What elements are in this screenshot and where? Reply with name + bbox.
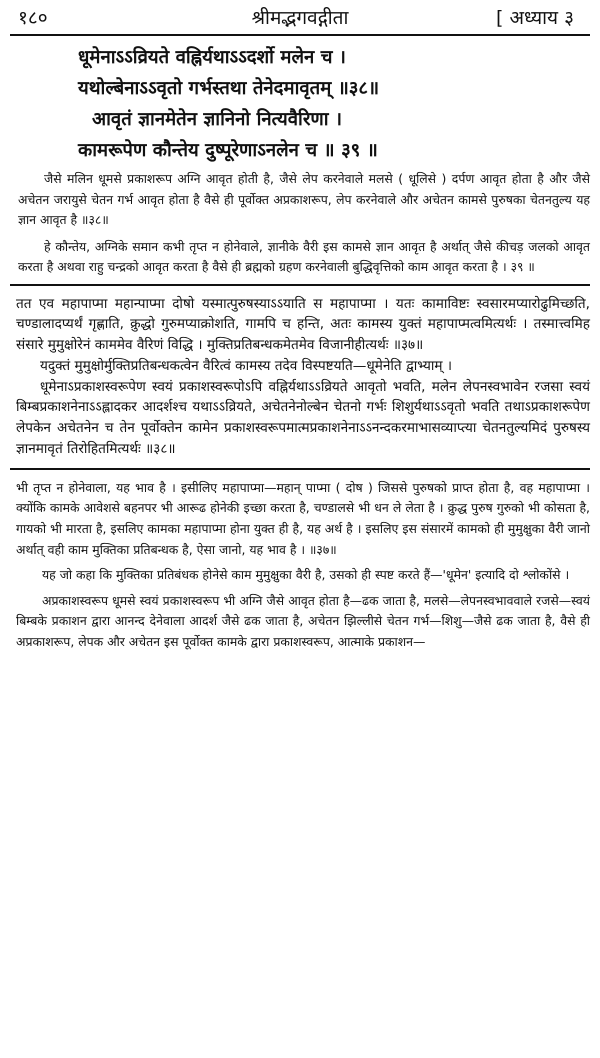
commentary-paragraph: यदुक्तं मुमुक्षोर्मुक्तिप्रतिबन्धकत्वेन वैरित्वं कामस्य तदेव विस्पष्टयति—धूमेनेति द्वाभ्याम् । [40,357,452,374]
hindi-commentary [16,478,590,653]
verse-block [10,36,590,166]
page-number: १८० [18,7,48,29]
page-header [10,0,590,34]
translation-paragraph: हे कौन्तेय, अग्निके समान कभी तृप्त न होनेवाले, ज्ञानीके वैरी इस कामसे ज्ञान आवृत है अर्थात् जैसे कीचड़ जलको आवृत करता है अथवा राहु चन्द्रको आवृत करता है वैसे ही ब्रह्मको ग्रहण करनेवाली बुद्धिवृत्तिको काम आवृत करता है । ३९ ॥ [18,238,590,274]
commentary-paragraph: धूमेनाऽप्रकाशस्वरूपेण स्वयं प्रकाशस्वरूपोऽपि वह्निर्यथाऽऽव्रियते आवृतो भवति, मलेन लेपनस्वभावेन रजसा स्वयं बिम्बप्रकाशनेनाऽऽह्लादकर आदर्शश्च यथाऽऽव्रियते, अचेतनेनोल्बेन चेतनो गर्भः शिशुर्यथाऽऽवृतो भवति तथाऽप्रकाशरूपेण लेपकेन अचेतनेन च तेन पूर्वोक्तेन कामेन प्रकाशस्वरूपमात्मप्रकाशनेनाऽऽनन्दकरमाभासव्याप्त्या चेतनतुल्यमिदं पुरुषस्य ज्ञानमावृतं तिरोहितमित्यर्थः ॥३८॥ [16,378,590,458]
chapter-label: [ अध्याय ३ [496,7,574,29]
verse-line: धूमेनाऽऽव्रियते वह्निर्यथाऽऽदर्शो मलेन च । [78,47,346,68]
verse-line: यथोल्बेनाऽऽवृतो गर्भस्तथा तेनेदमावृतम् ॥३८॥ [78,78,380,99]
section-rule [10,468,590,470]
translation-paragraph: जैसे मलिन धूमसे प्रकाशरूप अग्नि आवृत होती है, जैसे लेप करनेवाले मलसे ( धूलिसे ) दर्पण आवृत होता है और जैसे अचेतन जरायुसे चेतन गर्भ आवृत होता है वैसे ही पूर्वोक्त अप्रकाशरूप, लेप करनेवाले और अचेतन कामसे पुरुषका चेतनतुल्य यह ज्ञान आवृत है ॥३८॥ [18,171,590,227]
commentary-paragraph: तत एव महापाप्मा महान्पाप्मा दोषो यस्मात्पुरुषस्याऽऽयाति स महापाप्मा । यतः कामाविष्टः स्वसारमप्यारोढुमिच्छति, चण्डालादप्यर्थं गृह्णाति, क्रुद्धो गुरुमप्याक्रोशति, गामपि च हन्ति, अतः कामस्य युक्तं महापाप्मत्वमित्यर्थः । तस्मात्त्वमिह संसारे मुमुक्षोरेनं काममेव वैरिणं विद्धि । मुक्तिप्रतिबन्धकमेतमेव विजानीहीत्यर्थः ॥३७॥ [16,295,590,354]
hindi-paragraph: भी तृप्त न होनेवाला, यह भाव है । इसीलिए महापाप्मा—महान् पाप्मा ( दोष ) जिससे पुरुषको प्राप्त होता है, वह महापाप्मा । क्योंकि कामके आवेशसे बहनपर भी आरूढ होनेकी इच्छा करता है, चण्डालसे भी धन ले लेता है । क्रुद्ध पुरुष गुरुको भी कोसता है, गायको भी मारता है, इसलिए कामका महापाप्मा होना युक्त ही है, यह अर्थ है । इसलिए इस संसारमें कामको ही मुमुक्षुका वैरी जानो अर्थात् वही काम मुक्तिका प्रतिबन्धक है, ऐसा जानो, यह भाव है । ॥३७॥ [16,479,590,557]
section-rule [10,284,590,286]
verse-line: कामरूपेण कौन्तेय दुष्पूरेणाऽनलेन च ॥ ३९ ॥ [78,140,378,161]
hindi-paragraph: यह जो कहा कि मुक्तिका प्रतिबंधक होनेसे काम मुमुक्षुका वैरी है, उसको ही स्पष्ट करते हैं—'धूमेन' इत्यादि दो श्लोकोंसे । [42,567,570,583]
sanskrit-commentary [16,294,590,460]
translation-block [18,169,590,278]
hindi-paragraph: अप्रकाशस्वरूप धूमसे स्वयं प्रकाशस्वरूप भी अग्नि जैसे आवृत होता है—ढक जाता है, मलसे—लेपनस्वभाववाले रजसे—स्वयं बिम्बके प्रकाशन द्वारा आनन्द देनेवाला आदर्श जैसे ढक जाता है, अचेतन झिल्लीसे चेतन गर्भ—शिशु—जैसे ढक जाता है, वैसे ही अप्रकाशरूप, लेपक और अचेतन इस पूर्वोक्त कामके द्वारा प्रकाशस्वरूप, आत्माके प्रकाशन— [16,592,590,650]
running-title: श्रीमद्भगवद्गीता [251,7,349,29]
verse-line: आवृतं ज्ञानमेतेन ज्ञानिनो नित्यवैरिणा । [92,109,343,130]
